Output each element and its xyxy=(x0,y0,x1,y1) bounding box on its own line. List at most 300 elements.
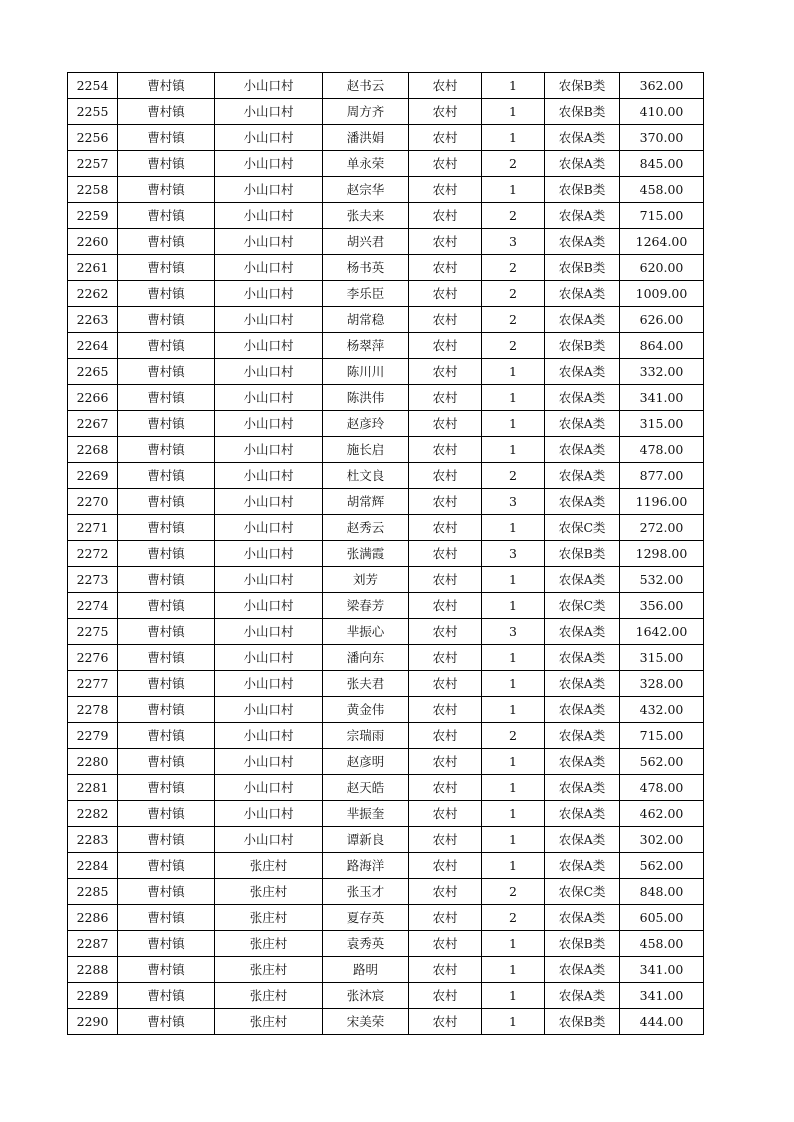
person-count-cell: 1 xyxy=(482,853,545,879)
household-type-cell: 农村 xyxy=(409,151,482,177)
category-cell: 农保A类 xyxy=(545,567,620,593)
town-cell: 曹村镇 xyxy=(118,567,215,593)
table-row xyxy=(68,229,704,255)
person-count-cell: 1 xyxy=(482,671,545,697)
amount-cell: 362.00 xyxy=(620,73,704,99)
row-number-cell: 2256 xyxy=(68,125,118,151)
category-cell: 农保A类 xyxy=(545,229,620,255)
amount-cell: 478.00 xyxy=(620,437,704,463)
category-cell: 农保A类 xyxy=(545,645,620,671)
household-type-cell: 农村 xyxy=(409,775,482,801)
row-number-cell: 2257 xyxy=(68,151,118,177)
amount-cell: 864.00 xyxy=(620,333,704,359)
town-cell: 曹村镇 xyxy=(118,151,215,177)
row-number-cell: 2286 xyxy=(68,905,118,931)
town-cell: 曹村镇 xyxy=(118,255,215,281)
name-cell: 宋美荣 xyxy=(323,1009,409,1035)
household-type-cell: 农村 xyxy=(409,697,482,723)
name-cell: 陈川川 xyxy=(323,359,409,385)
village-cell: 张庄村 xyxy=(215,931,323,957)
village-cell: 张庄村 xyxy=(215,905,323,931)
person-count-cell: 2 xyxy=(482,463,545,489)
table-row xyxy=(68,203,704,229)
table-body xyxy=(68,73,704,1035)
person-count-cell: 1 xyxy=(482,515,545,541)
person-count-cell: 1 xyxy=(482,931,545,957)
row-number-cell: 2285 xyxy=(68,879,118,905)
village-cell: 小山口村 xyxy=(215,203,323,229)
category-cell: 农保A类 xyxy=(545,619,620,645)
amount-cell: 462.00 xyxy=(620,801,704,827)
amount-cell: 478.00 xyxy=(620,775,704,801)
category-cell: 农保A类 xyxy=(545,697,620,723)
row-number-cell: 2258 xyxy=(68,177,118,203)
household-type-cell: 农村 xyxy=(409,593,482,619)
name-cell: 张夫君 xyxy=(323,671,409,697)
row-number-cell: 2267 xyxy=(68,411,118,437)
town-cell: 曹村镇 xyxy=(118,983,215,1009)
household-type-cell: 农村 xyxy=(409,385,482,411)
row-number-cell: 2272 xyxy=(68,541,118,567)
person-count-cell: 1 xyxy=(482,775,545,801)
category-cell: 农保A类 xyxy=(545,671,620,697)
household-type-cell: 农村 xyxy=(409,515,482,541)
town-cell: 曹村镇 xyxy=(118,541,215,567)
amount-cell: 877.00 xyxy=(620,463,704,489)
name-cell: 潘洪娟 xyxy=(323,125,409,151)
household-type-cell: 农村 xyxy=(409,567,482,593)
person-count-cell: 3 xyxy=(482,229,545,255)
name-cell: 张沐宸 xyxy=(323,983,409,1009)
town-cell: 曹村镇 xyxy=(118,333,215,359)
name-cell: 周方齐 xyxy=(323,99,409,125)
village-cell: 张庄村 xyxy=(215,957,323,983)
category-cell: 农保A类 xyxy=(545,385,620,411)
beneficiary-table xyxy=(67,72,704,1035)
category-cell: 农保B类 xyxy=(545,541,620,567)
person-count-cell: 1 xyxy=(482,645,545,671)
village-cell: 小山口村 xyxy=(215,645,323,671)
name-cell: 赵宗华 xyxy=(323,177,409,203)
table-row xyxy=(68,177,704,203)
category-cell: 农保A类 xyxy=(545,437,620,463)
table-row xyxy=(68,463,704,489)
row-number-cell: 2262 xyxy=(68,281,118,307)
table-row xyxy=(68,931,704,957)
category-cell: 农保A类 xyxy=(545,125,620,151)
person-count-cell: 1 xyxy=(482,593,545,619)
amount-cell: 562.00 xyxy=(620,749,704,775)
village-cell: 小山口村 xyxy=(215,801,323,827)
table-row xyxy=(68,437,704,463)
town-cell: 曹村镇 xyxy=(118,905,215,931)
town-cell: 曹村镇 xyxy=(118,99,215,125)
category-cell: 农保C类 xyxy=(545,515,620,541)
category-cell: 农保B类 xyxy=(545,177,620,203)
table-row xyxy=(68,359,704,385)
amount-cell: 315.00 xyxy=(620,645,704,671)
village-cell: 小山口村 xyxy=(215,359,323,385)
table-row xyxy=(68,879,704,905)
person-count-cell: 1 xyxy=(482,411,545,437)
table-row xyxy=(68,125,704,151)
town-cell: 曹村镇 xyxy=(118,203,215,229)
household-type-cell: 农村 xyxy=(409,853,482,879)
table-row xyxy=(68,749,704,775)
table-row xyxy=(68,1009,704,1035)
person-count-cell: 1 xyxy=(482,749,545,775)
row-number-cell: 2261 xyxy=(68,255,118,281)
household-type-cell: 农村 xyxy=(409,723,482,749)
name-cell: 胡常辉 xyxy=(323,489,409,515)
row-number-cell: 2269 xyxy=(68,463,118,489)
row-number-cell: 2282 xyxy=(68,801,118,827)
village-cell: 小山口村 xyxy=(215,437,323,463)
person-count-cell: 1 xyxy=(482,437,545,463)
town-cell: 曹村镇 xyxy=(118,827,215,853)
row-number-cell: 2273 xyxy=(68,567,118,593)
person-count-cell: 2 xyxy=(482,879,545,905)
person-count-cell: 3 xyxy=(482,541,545,567)
amount-cell: 715.00 xyxy=(620,203,704,229)
name-cell: 张夫来 xyxy=(323,203,409,229)
household-type-cell: 农村 xyxy=(409,801,482,827)
town-cell: 曹村镇 xyxy=(118,489,215,515)
amount-cell: 562.00 xyxy=(620,853,704,879)
row-number-cell: 2274 xyxy=(68,593,118,619)
category-cell: 农保A类 xyxy=(545,307,620,333)
person-count-cell: 2 xyxy=(482,723,545,749)
household-type-cell: 农村 xyxy=(409,749,482,775)
town-cell: 曹村镇 xyxy=(118,749,215,775)
household-type-cell: 农村 xyxy=(409,645,482,671)
town-cell: 曹村镇 xyxy=(118,697,215,723)
category-cell: 农保A类 xyxy=(545,151,620,177)
town-cell: 曹村镇 xyxy=(118,73,215,99)
person-count-cell: 1 xyxy=(482,983,545,1009)
household-type-cell: 农村 xyxy=(409,229,482,255)
name-cell: 张满霞 xyxy=(323,541,409,567)
village-cell: 小山口村 xyxy=(215,385,323,411)
name-cell: 芈振奎 xyxy=(323,801,409,827)
amount-cell: 626.00 xyxy=(620,307,704,333)
category-cell: 农保A类 xyxy=(545,775,620,801)
table-row xyxy=(68,541,704,567)
person-count-cell: 1 xyxy=(482,697,545,723)
category-cell: 农保A类 xyxy=(545,203,620,229)
table-row xyxy=(68,671,704,697)
person-count-cell: 1 xyxy=(482,125,545,151)
category-cell: 农保A类 xyxy=(545,983,620,1009)
row-number-cell: 2264 xyxy=(68,333,118,359)
household-type-cell: 农村 xyxy=(409,957,482,983)
village-cell: 小山口村 xyxy=(215,281,323,307)
household-type-cell: 农村 xyxy=(409,281,482,307)
household-type-cell: 农村 xyxy=(409,437,482,463)
town-cell: 曹村镇 xyxy=(118,229,215,255)
row-number-cell: 2255 xyxy=(68,99,118,125)
category-cell: 农保C类 xyxy=(545,879,620,905)
table-row xyxy=(68,281,704,307)
household-type-cell: 农村 xyxy=(409,125,482,151)
person-count-cell: 2 xyxy=(482,255,545,281)
row-number-cell: 2276 xyxy=(68,645,118,671)
village-cell: 张庄村 xyxy=(215,983,323,1009)
household-type-cell: 农村 xyxy=(409,1009,482,1035)
category-cell: 农保A类 xyxy=(545,853,620,879)
town-cell: 曹村镇 xyxy=(118,463,215,489)
household-type-cell: 农村 xyxy=(409,879,482,905)
amount-cell: 1009.00 xyxy=(620,281,704,307)
household-type-cell: 农村 xyxy=(409,411,482,437)
name-cell: 刘芳 xyxy=(323,567,409,593)
village-cell: 小山口村 xyxy=(215,541,323,567)
amount-cell: 620.00 xyxy=(620,255,704,281)
row-number-cell: 2260 xyxy=(68,229,118,255)
table-row xyxy=(68,983,704,1009)
village-cell: 小山口村 xyxy=(215,333,323,359)
row-number-cell: 2266 xyxy=(68,385,118,411)
name-cell: 赵书云 xyxy=(323,73,409,99)
table-row xyxy=(68,723,704,749)
village-cell: 张庄村 xyxy=(215,853,323,879)
household-type-cell: 农村 xyxy=(409,99,482,125)
row-number-cell: 2265 xyxy=(68,359,118,385)
amount-cell: 605.00 xyxy=(620,905,704,931)
village-cell: 小山口村 xyxy=(215,671,323,697)
name-cell: 袁秀英 xyxy=(323,931,409,957)
amount-cell: 532.00 xyxy=(620,567,704,593)
amount-cell: 315.00 xyxy=(620,411,704,437)
row-number-cell: 2289 xyxy=(68,983,118,1009)
person-count-cell: 1 xyxy=(482,1009,545,1035)
row-number-cell: 2281 xyxy=(68,775,118,801)
table-row xyxy=(68,697,704,723)
row-number-cell: 2268 xyxy=(68,437,118,463)
row-number-cell: 2263 xyxy=(68,307,118,333)
name-cell: 杨翠萍 xyxy=(323,333,409,359)
table-row xyxy=(68,619,704,645)
person-count-cell: 3 xyxy=(482,619,545,645)
person-count-cell: 1 xyxy=(482,827,545,853)
name-cell: 夏存英 xyxy=(323,905,409,931)
town-cell: 曹村镇 xyxy=(118,359,215,385)
name-cell: 施长启 xyxy=(323,437,409,463)
amount-cell: 458.00 xyxy=(620,177,704,203)
table-row xyxy=(68,307,704,333)
name-cell: 陈洪伟 xyxy=(323,385,409,411)
name-cell: 黄金伟 xyxy=(323,697,409,723)
household-type-cell: 农村 xyxy=(409,203,482,229)
village-cell: 小山口村 xyxy=(215,619,323,645)
table-row xyxy=(68,905,704,931)
household-type-cell: 农村 xyxy=(409,73,482,99)
name-cell: 赵彦明 xyxy=(323,749,409,775)
village-cell: 张庄村 xyxy=(215,1009,323,1035)
name-cell: 杜文良 xyxy=(323,463,409,489)
village-cell: 小山口村 xyxy=(215,73,323,99)
household-type-cell: 农村 xyxy=(409,307,482,333)
village-cell: 小山口村 xyxy=(215,723,323,749)
person-count-cell: 1 xyxy=(482,801,545,827)
amount-cell: 356.00 xyxy=(620,593,704,619)
category-cell: 农保B类 xyxy=(545,1009,620,1035)
village-cell: 小山口村 xyxy=(215,827,323,853)
town-cell: 曹村镇 xyxy=(118,723,215,749)
row-number-cell: 2277 xyxy=(68,671,118,697)
household-type-cell: 农村 xyxy=(409,931,482,957)
person-count-cell: 1 xyxy=(482,177,545,203)
category-cell: 农保A类 xyxy=(545,957,620,983)
amount-cell: 1642.00 xyxy=(620,619,704,645)
village-cell: 小山口村 xyxy=(215,177,323,203)
category-cell: 农保A类 xyxy=(545,359,620,385)
town-cell: 曹村镇 xyxy=(118,801,215,827)
village-cell: 张庄村 xyxy=(215,879,323,905)
town-cell: 曹村镇 xyxy=(118,125,215,151)
amount-cell: 432.00 xyxy=(620,697,704,723)
category-cell: 农保B类 xyxy=(545,99,620,125)
town-cell: 曹村镇 xyxy=(118,645,215,671)
category-cell: 农保C类 xyxy=(545,593,620,619)
town-cell: 曹村镇 xyxy=(118,177,215,203)
person-count-cell: 3 xyxy=(482,489,545,515)
town-cell: 曹村镇 xyxy=(118,411,215,437)
village-cell: 小山口村 xyxy=(215,229,323,255)
amount-cell: 302.00 xyxy=(620,827,704,853)
household-type-cell: 农村 xyxy=(409,463,482,489)
table-row xyxy=(68,333,704,359)
amount-cell: 332.00 xyxy=(620,359,704,385)
village-cell: 小山口村 xyxy=(215,515,323,541)
category-cell: 农保A类 xyxy=(545,463,620,489)
category-cell: 农保A类 xyxy=(545,489,620,515)
amount-cell: 410.00 xyxy=(620,99,704,125)
village-cell: 小山口村 xyxy=(215,593,323,619)
table-row xyxy=(68,73,704,99)
town-cell: 曹村镇 xyxy=(118,853,215,879)
table-row xyxy=(68,567,704,593)
category-cell: 农保B类 xyxy=(545,255,620,281)
person-count-cell: 2 xyxy=(482,307,545,333)
amount-cell: 458.00 xyxy=(620,931,704,957)
amount-cell: 845.00 xyxy=(620,151,704,177)
category-cell: 农保B类 xyxy=(545,931,620,957)
name-cell: 胡兴君 xyxy=(323,229,409,255)
amount-cell: 1298.00 xyxy=(620,541,704,567)
name-cell: 潘向东 xyxy=(323,645,409,671)
amount-cell: 1264.00 xyxy=(620,229,704,255)
village-cell: 小山口村 xyxy=(215,411,323,437)
row-number-cell: 2278 xyxy=(68,697,118,723)
row-number-cell: 2290 xyxy=(68,1009,118,1035)
row-number-cell: 2254 xyxy=(68,73,118,99)
category-cell: 农保A类 xyxy=(545,801,620,827)
name-cell: 赵秀云 xyxy=(323,515,409,541)
category-cell: 农保A类 xyxy=(545,905,620,931)
category-cell: 农保B类 xyxy=(545,333,620,359)
amount-cell: 341.00 xyxy=(620,983,704,1009)
row-number-cell: 2270 xyxy=(68,489,118,515)
amount-cell: 370.00 xyxy=(620,125,704,151)
town-cell: 曹村镇 xyxy=(118,593,215,619)
table-row xyxy=(68,411,704,437)
village-cell: 小山口村 xyxy=(215,255,323,281)
village-cell: 小山口村 xyxy=(215,463,323,489)
row-number-cell: 2280 xyxy=(68,749,118,775)
row-number-cell: 2283 xyxy=(68,827,118,853)
name-cell: 路海洋 xyxy=(323,853,409,879)
household-type-cell: 农村 xyxy=(409,359,482,385)
table-row xyxy=(68,827,704,853)
table-row xyxy=(68,801,704,827)
town-cell: 曹村镇 xyxy=(118,931,215,957)
table-row xyxy=(68,957,704,983)
person-count-cell: 2 xyxy=(482,281,545,307)
town-cell: 曹村镇 xyxy=(118,879,215,905)
village-cell: 小山口村 xyxy=(215,567,323,593)
row-number-cell: 2271 xyxy=(68,515,118,541)
name-cell: 杨书英 xyxy=(323,255,409,281)
town-cell: 曹村镇 xyxy=(118,671,215,697)
town-cell: 曹村镇 xyxy=(118,1009,215,1035)
person-count-cell: 1 xyxy=(482,99,545,125)
village-cell: 小山口村 xyxy=(215,125,323,151)
row-number-cell: 2288 xyxy=(68,957,118,983)
row-number-cell: 2284 xyxy=(68,853,118,879)
category-cell: 农保A类 xyxy=(545,281,620,307)
person-count-cell: 1 xyxy=(482,359,545,385)
amount-cell: 444.00 xyxy=(620,1009,704,1035)
amount-cell: 715.00 xyxy=(620,723,704,749)
row-number-cell: 2275 xyxy=(68,619,118,645)
name-cell: 张玉才 xyxy=(323,879,409,905)
household-type-cell: 农村 xyxy=(409,827,482,853)
table-row xyxy=(68,99,704,125)
name-cell: 路明 xyxy=(323,957,409,983)
amount-cell: 1196.00 xyxy=(620,489,704,515)
town-cell: 曹村镇 xyxy=(118,281,215,307)
village-cell: 小山口村 xyxy=(215,99,323,125)
category-cell: 农保A类 xyxy=(545,749,620,775)
town-cell: 曹村镇 xyxy=(118,385,215,411)
village-cell: 小山口村 xyxy=(215,151,323,177)
household-type-cell: 农村 xyxy=(409,177,482,203)
person-count-cell: 1 xyxy=(482,957,545,983)
category-cell: 农保A类 xyxy=(545,827,620,853)
person-count-cell: 2 xyxy=(482,905,545,931)
name-cell: 李乐臣 xyxy=(323,281,409,307)
person-count-cell: 2 xyxy=(482,203,545,229)
person-count-cell: 2 xyxy=(482,151,545,177)
village-cell: 小山口村 xyxy=(215,307,323,333)
table-row xyxy=(68,775,704,801)
household-type-cell: 农村 xyxy=(409,671,482,697)
town-cell: 曹村镇 xyxy=(118,775,215,801)
row-number-cell: 2259 xyxy=(68,203,118,229)
row-number-cell: 2279 xyxy=(68,723,118,749)
name-cell: 胡常稳 xyxy=(323,307,409,333)
amount-cell: 272.00 xyxy=(620,515,704,541)
household-type-cell: 农村 xyxy=(409,541,482,567)
town-cell: 曹村镇 xyxy=(118,515,215,541)
village-cell: 小山口村 xyxy=(215,775,323,801)
table-row xyxy=(68,151,704,177)
table-row xyxy=(68,593,704,619)
household-type-cell: 农村 xyxy=(409,619,482,645)
household-type-cell: 农村 xyxy=(409,255,482,281)
household-type-cell: 农村 xyxy=(409,333,482,359)
